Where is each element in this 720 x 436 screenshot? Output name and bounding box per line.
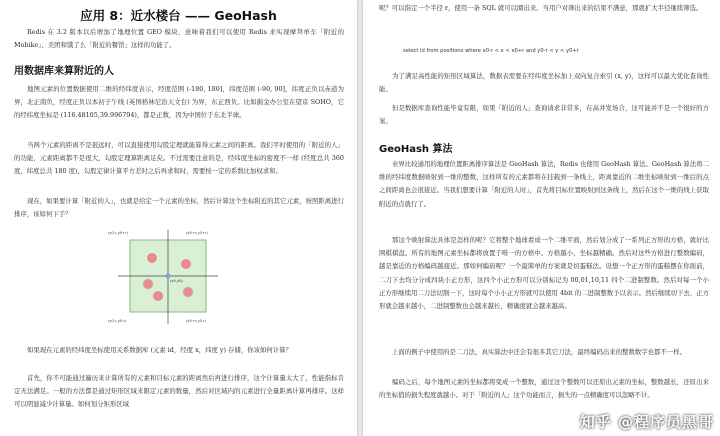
label-center: (x0,y0) bbox=[170, 279, 183, 283]
nearby-box-figure bbox=[108, 218, 224, 330]
sql-query: select id from positions where x0-r < x < x0+r and y0-r < y < y0+r bbox=[403, 48, 579, 54]
element-dot bbox=[143, 279, 153, 289]
label-top-left: (x0-r,y0+r) bbox=[108, 231, 129, 235]
label-top-right: (x0+r,y0+r) bbox=[186, 231, 208, 235]
paragraph-radius: 呢？可以指定一个半径 r，使用一条 SQL 就可以圈出来。当用户对筛出来的结果不满意，那就扩大半径继续筛选。 bbox=[379, 4, 703, 12]
paragraph-coordinates: 地图元素的位置数据使用二维的经纬度表示，经度范围 (-180, 180]，纬度范围 (-90, 90]，纬度正负以赤道为界，北正南负，经度正负以本初子午线 (英国格林尼治天文台) 为界，东正西负。比如掘金办公室在望京 SOHO，它的经纬度坐标是 (116.48105,39.996794)，都是正数，因为中国位于东北半球。 bbox=[14, 85, 344, 120]
element-dot bbox=[183, 287, 193, 297]
paragraph-cut-methods: 上面的例子中使用的是二刀法，真实算法中还会有很多其它刀法，最终编码出来的整数数字也都不一样。 bbox=[392, 348, 686, 356]
label-bottom-right: (x0+r,y0-r) bbox=[186, 319, 207, 323]
figure-svg bbox=[108, 218, 224, 330]
paragraph-rectangle-method: 首先，你不可能通过遍历来计算所有的元素和目标元素的距离然后再进行排序，这个计算量太大了，性能指标肯定无法满足。一般的方法都是通过矩形区域来限定元素的数量，然后对区域内的元素进行全量距离计算再排序。这样可以明显减少计算量。如何划分矩形区域 bbox=[14, 374, 344, 409]
paragraph-question: 现在，如果要计算「附近的人」，也就是给定一个元素的坐标，然后计算这个坐标附近的其它元素，按照距离进行排序，该如何下手？ bbox=[14, 197, 344, 219]
label-bottom-left: (x0-r,y0-r) bbox=[108, 319, 127, 323]
target-point bbox=[166, 274, 171, 279]
paragraph-database: 如果现在元素的经纬度坐标使用关系数据库 (元素 id，经度 x，纬度 y) 存储，你该如何计算？ bbox=[27, 346, 292, 354]
paragraph-pythagoras: 当两个元素的距离不是很远时，可以直接使用勾股定理就能算得元素之间的距离。我们平时使用的「附近的人」的功能，元素距离都不是很大，勾股定理算距离足矣。不过需要注意的是，经纬度坐标的密度不一样 (经度总共 360 度，纬度总共 180 度)，勾股定律计算平方差时之后再求和时，需要按一定的系数比加权求和。 bbox=[14, 141, 344, 176]
right-page bbox=[363, 0, 720, 436]
paragraph-mapping: 那这个映射算法具体是怎样的呢？它将整个地球看成一个二维平面，然后划分成了一系列正方形的方格，就好比围棋棋盘。所有的地图元素坐标都将放置于唯一的方格中。方格越小，坐标越精确。然后对这些方格进行整数编码，越是靠近的方格编码越接近。那如何编码呢？一个最简单的方案就是切蛋糕法。设想一个正方形的蛋糕摆在你面前，二刀下去均分分成四块小正方形，这四个小正方形可以分别标记为 00,01,10,11 四个二进制整数。然后对每一个小正方形继续用二刀法切割一下，这时每个小小正方形就可以使用 4bit 的二进制整数予以表示。然后继续切下去，正方形就会越来越小，二进制整数也会越来越长，精确度就会越来越高。 bbox=[379, 236, 709, 311]
section-heading-geohash: GeoHash 算法 bbox=[379, 144, 453, 155]
section-heading-nearby: 用数据库来算附近的人 bbox=[14, 66, 114, 77]
left-page bbox=[0, 0, 357, 436]
intro-paragraph: Redis 在 3.2 版本以后增加了地理位置 GEO 模块，意味着我们可以使用 Redis 来实现摩拜单车「附近的 Mobike」、美团和饿了么「附近的餐馆」这样的功能了。 bbox=[14, 28, 344, 50]
paragraph-index: 为了满足高性能的矩形区域算法，数据表需要在经纬度坐标加上双向复合索引 (x, y)，这样可以最大优化查询性能。 bbox=[379, 72, 709, 94]
chapter-title: 应用 8：近水楼台 —— GeoHash bbox=[80, 8, 277, 23]
paragraph-performance: 但是数据库查询性能毕竟有限，如果「附近的人」查询请求非常多，在高并发场合，这可能并不是一个很好的方案。 bbox=[379, 104, 709, 126]
paragraph-geohash-intro: 业界比较通用的地理位置距离排序算法是 GeoHash 算法，Redis 也使用 GeoHash 算法。GeoHash 算法将二维的经纬度数据映射到一维的整数，这样所有的元素都将在挂载到一条线上，距离靠近的二维坐标映射到一维后的点之间距离也会很接近。当我们想要计算「附近的人时」，首先将目标位置映射到这条线上，然后在这个一维的线上获取附近的点就行了。 bbox=[379, 160, 709, 208]
zhihu-watermark: 知乎 @程序员黑哥 bbox=[579, 413, 714, 431]
element-dot bbox=[153, 291, 163, 301]
element-dot bbox=[181, 259, 191, 269]
element-dot bbox=[147, 253, 157, 263]
paragraph-encoding: 编码之后，每个地图元素的坐标都将变成一个整数，通过这个整数可以还原出元素的坐标，整数越长，还原出来的坐标值的损失程度就越小。对于「附近的人」这个功能而言，损失的一点精确度可以忽略不计。 bbox=[379, 378, 709, 400]
